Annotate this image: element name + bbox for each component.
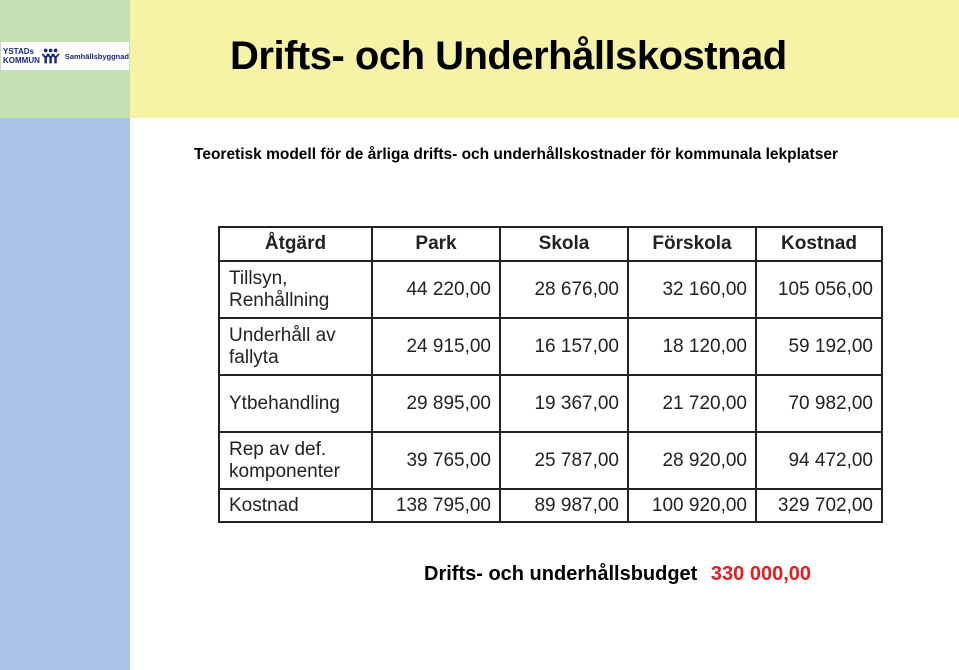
header-cell: Kostnad	[756, 227, 882, 261]
table-cell: 28 920,00	[628, 432, 756, 489]
header-cell: Förskola	[628, 227, 756, 261]
table-cell: 18 120,00	[628, 318, 756, 375]
total-cell: 100 920,00	[628, 489, 756, 522]
table-cell: 32 160,00	[628, 261, 756, 318]
logo-line-1: YSTADs	[3, 47, 34, 56]
row-label-line: Renhållning	[229, 289, 330, 311]
table-cell: 59 192,00	[756, 318, 882, 375]
row-label-line: fallyta	[229, 346, 279, 368]
header-cell: Åtgärd	[219, 227, 372, 261]
budget-line	[424, 563, 811, 586]
table-cell: 39 765,00	[372, 432, 500, 489]
logo-department: Samhällsbyggnad	[64, 51, 129, 61]
table-cell: 21 720,00	[628, 375, 756, 432]
header-cell: Skola	[500, 227, 628, 261]
table-header-row	[219, 227, 882, 261]
row-label-line: Rep av def.	[229, 438, 327, 460]
table-cell: 29 895,00	[372, 375, 500, 432]
row-label	[219, 318, 372, 375]
row-label-line: Underhåll av	[229, 324, 336, 346]
table-row	[219, 261, 882, 318]
table-cell: 28 676,00	[500, 261, 628, 318]
logo-people-icon	[42, 43, 63, 69]
budget-value: 330 000,00	[710, 563, 812, 585]
logo-wordmark	[3, 47, 40, 65]
total-label: Kostnad	[219, 489, 372, 522]
total-cell: 138 795,00	[372, 489, 500, 522]
row-label-line: Tillsyn,	[229, 267, 288, 289]
table-total-row	[219, 489, 882, 522]
row-label-line: Ytbehandling	[229, 392, 340, 414]
row-label	[219, 261, 372, 318]
total-cell: 329 702,00	[756, 489, 882, 522]
page-title: Drifts- och Underhållskostnad	[230, 34, 787, 78]
table-cell: 94 472,00	[756, 432, 882, 489]
table-cell: 105 056,00	[756, 261, 882, 318]
row-label	[219, 432, 372, 489]
row-label-line: komponenter	[229, 460, 340, 482]
table-row	[219, 375, 882, 432]
cost-table	[218, 226, 883, 523]
table-row	[219, 432, 882, 489]
table-cell: 70 982,00	[756, 375, 882, 432]
table-row	[219, 318, 882, 375]
page-subtitle: Teoretisk modell för de årliga drifts- och underhållskostnader för kommunala lekplatser	[194, 146, 838, 163]
table-cell: 44 220,00	[372, 261, 500, 318]
ystad-logo	[1, 42, 129, 70]
logo-line-2: KOMMUN	[3, 56, 40, 65]
left-sidebar	[0, 118, 130, 670]
total-cell: 89 987,00	[500, 489, 628, 522]
row-label	[219, 375, 372, 432]
budget-label: Drifts- och underhållsbudget	[424, 563, 698, 585]
table-cell: 16 157,00	[500, 318, 628, 375]
table-cell: 24 915,00	[372, 318, 500, 375]
table-cell: 19 367,00	[500, 375, 628, 432]
table-cell: 25 787,00	[500, 432, 628, 489]
header-cell: Park	[372, 227, 500, 261]
